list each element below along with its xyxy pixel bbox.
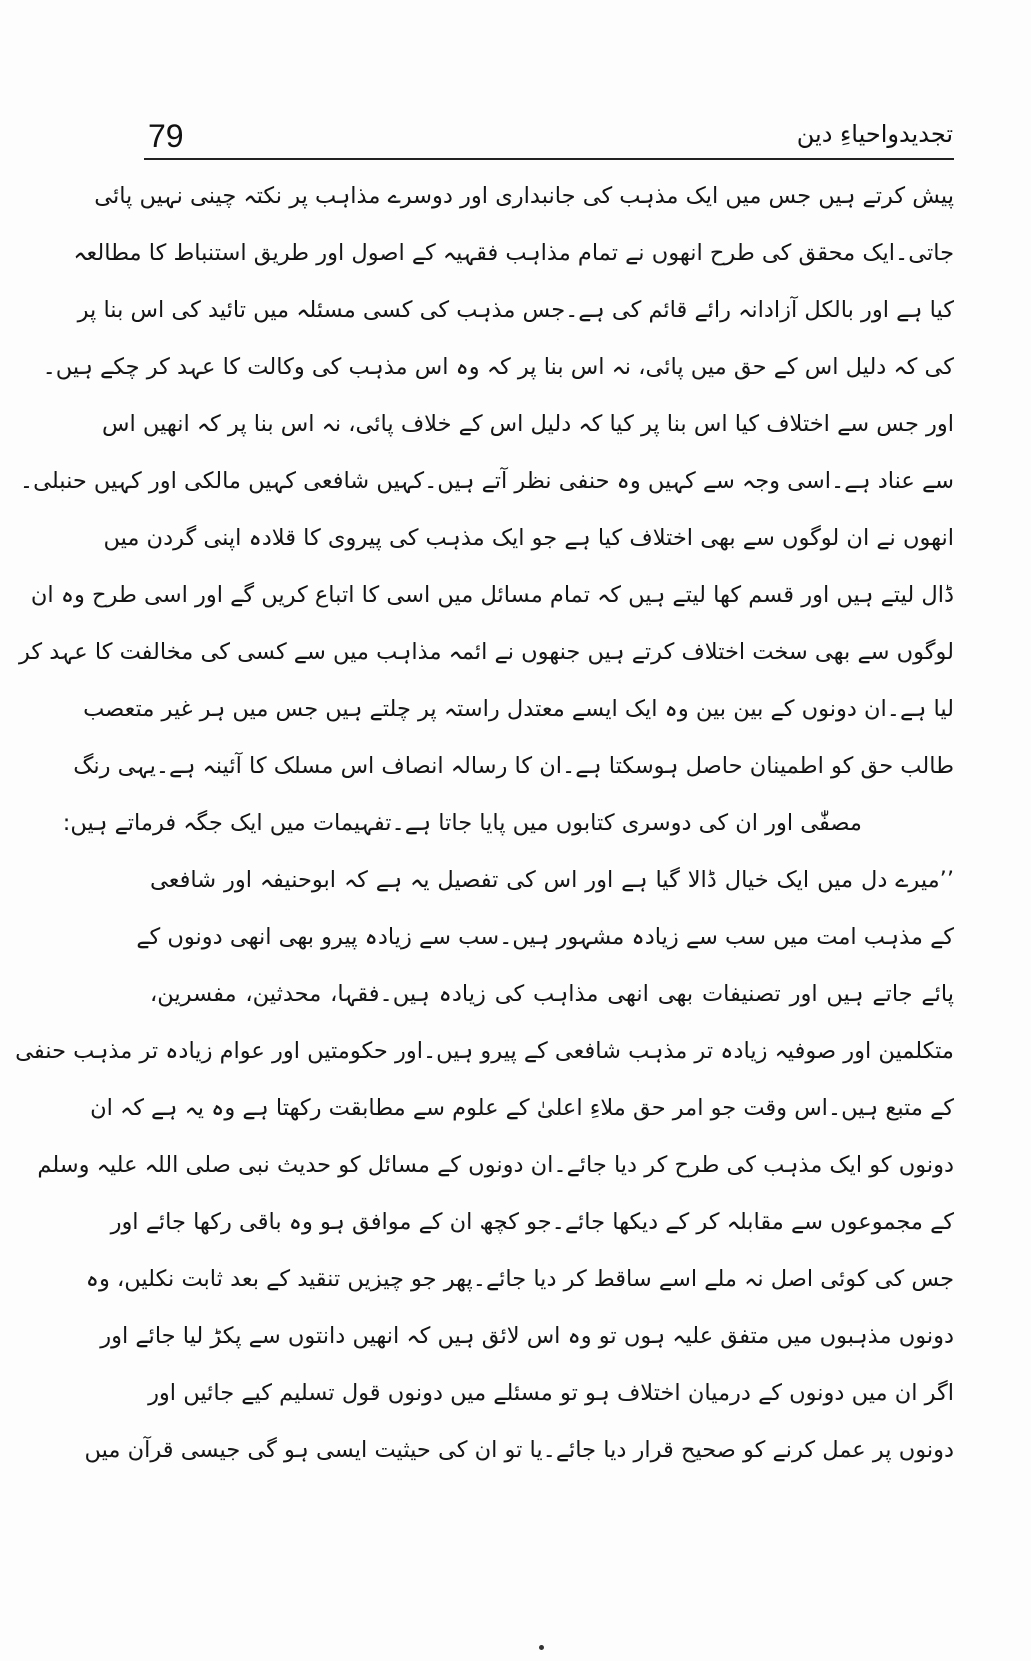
text-line: اور جس سے اختلاف کیا اس بنا پر کیا کہ دلیل اس کے خلاف پائی، نہ اس بنا پر کہ انھیں اس [102, 411, 954, 437]
ink-speck [539, 1645, 544, 1650]
text-line: لوگوں سے بھی سخت اختلاف کرتے ہیں جنھوں نے ائمہ مذاہب میں سے کسی کی مخالفت کا عہد کر [19, 639, 954, 665]
text-line-last: مصفّٰی اور ان کی دوسری کتابوں میں پایا جاتا ہے۔تفہیمات میں ایک جگہ فرماتے ہیں: [62, 810, 862, 836]
text-line: پیش کرتے ہیں جس میں ایک مذہب کی جانبداری اور دوسرے مذاہب پر نکتہ چینی نہیں پائی [94, 183, 954, 209]
running-title: تجدیدواحیاءِ دین [796, 120, 953, 148]
quote-line: کے متبع ہیں۔اس وقت جو امر حق ملاءِ اعلیٰ کے علوم سے مطابقت رکھتا ہے وہ یہ ہے کہ ان [90, 1095, 954, 1121]
quote-line: متکلمین اور صوفیہ زیادہ تر مذہب شافعی کے پیرو ہیں۔اور حکومتیں اور عوام زیادہ تر مذہب حنفی [15, 1038, 954, 1064]
quote-line: دونوں کو ایک مذہب کی طرح کر دیا جائے۔ان دونوں کے مسائل کو حدیث نبی صلی اللہ علیہ وسلم [37, 1152, 954, 1178]
page-number: 79 [148, 118, 184, 154]
quote-line: کے مذہب امت میں سب سے زیادہ مشہور ہیں۔سب سے زیادہ پیرو بھی انھی دونوں کے [136, 924, 954, 950]
quote-line: اگر ان میں دونوں کے درمیان اختلاف ہو تو مسئلے میں دونوں قول تسلیم کیے جائیں اور [148, 1380, 954, 1406]
quote-line: دونوں مذہبوں میں متفق علیہ ہوں تو وہ اس لائق ہیں کہ انھیں دانتوں سے پکڑ لیا جائے اور [100, 1323, 954, 1349]
text-line: کی کہ دلیل اس کے حق میں پائی، نہ اس بنا پر کہ وہ اس مذہب کی وکالت کا عہد کر چکے ہیں۔ [42, 354, 954, 380]
quote-line: پائے جاتے ہیں اور تصنیفات بھی انھی مذاہب کی زیادہ ہیں۔فقہا، محدثین، مفسرین، [150, 981, 954, 1007]
quote-line: ’’میرے دل میں ایک خیال ڈالا گیا ہے اور اس کی تفصیل یہ ہے کہ ابوحنیفہ اور شافعی [150, 867, 954, 893]
text-line: انھوں نے ان لوگوں سے بھی اختلاف کیا ہے جو ایک مذہب کی پیروی کا قلادہ اپنی گردن میں [103, 525, 954, 551]
quote-line: جس کی کوئی اصل نہ ملے اسے ساقط کر دیا جائے۔پھر جو چیزیں تنقید کے بعد ثابت نکلیں، وہ [85, 1266, 954, 1292]
text-line: لیا ہے۔ان دونوں کے بین بین وہ ایک ایسے معتدل راستہ پر چلتے ہیں جس میں ہر غیر متعصب [83, 696, 954, 722]
quote-line: دونوں پر عمل کرنے کو صحیح قرار دیا جائے۔یا تو ان کی حیثیت ایسی ہو گی جیسی قرآن میں [84, 1437, 954, 1463]
text-line: طالب حق کو اطمینان حاصل ہوسکتا ہے۔ان کا رسالہ انصاف اس مسلک کا آئینہ ہے۔یہی رنگ [73, 753, 954, 779]
text-line: ڈال لیتے ہیں اور قسم کھا لیتے ہیں کہ تمام مسائل میں اسی کا اتباع کریں گے اور اسی طرح وہ ان [30, 582, 954, 608]
text-line: سے عناد ہے۔اسی وجہ سے کہیں وہ حنفی نظر آتے ہیں۔کہیں شافعی کہیں مالکی اور کہیں حنبلی۔ [19, 468, 954, 494]
body-text [15, 168, 954, 1479]
header-rule [144, 158, 954, 160]
text-line: جاتی۔ایک محقق کی طرح انھوں نے تمام مذاہب فقہیہ کے اصول اور طریق استنباط کا مطالعہ [73, 240, 954, 266]
quote-line: کے مجموعوں سے مقابلہ کر کے دیکھا جائے۔جو کچھ ان کے موافق ہو وہ باقی رکھا جائے اور [110, 1209, 954, 1235]
text-line: کیا ہے اور بالکل آزادانہ رائے قائم کی ہے۔جس مذہب کی کسی مسئلہ میں تائید کی اس بنا پر [77, 297, 954, 323]
